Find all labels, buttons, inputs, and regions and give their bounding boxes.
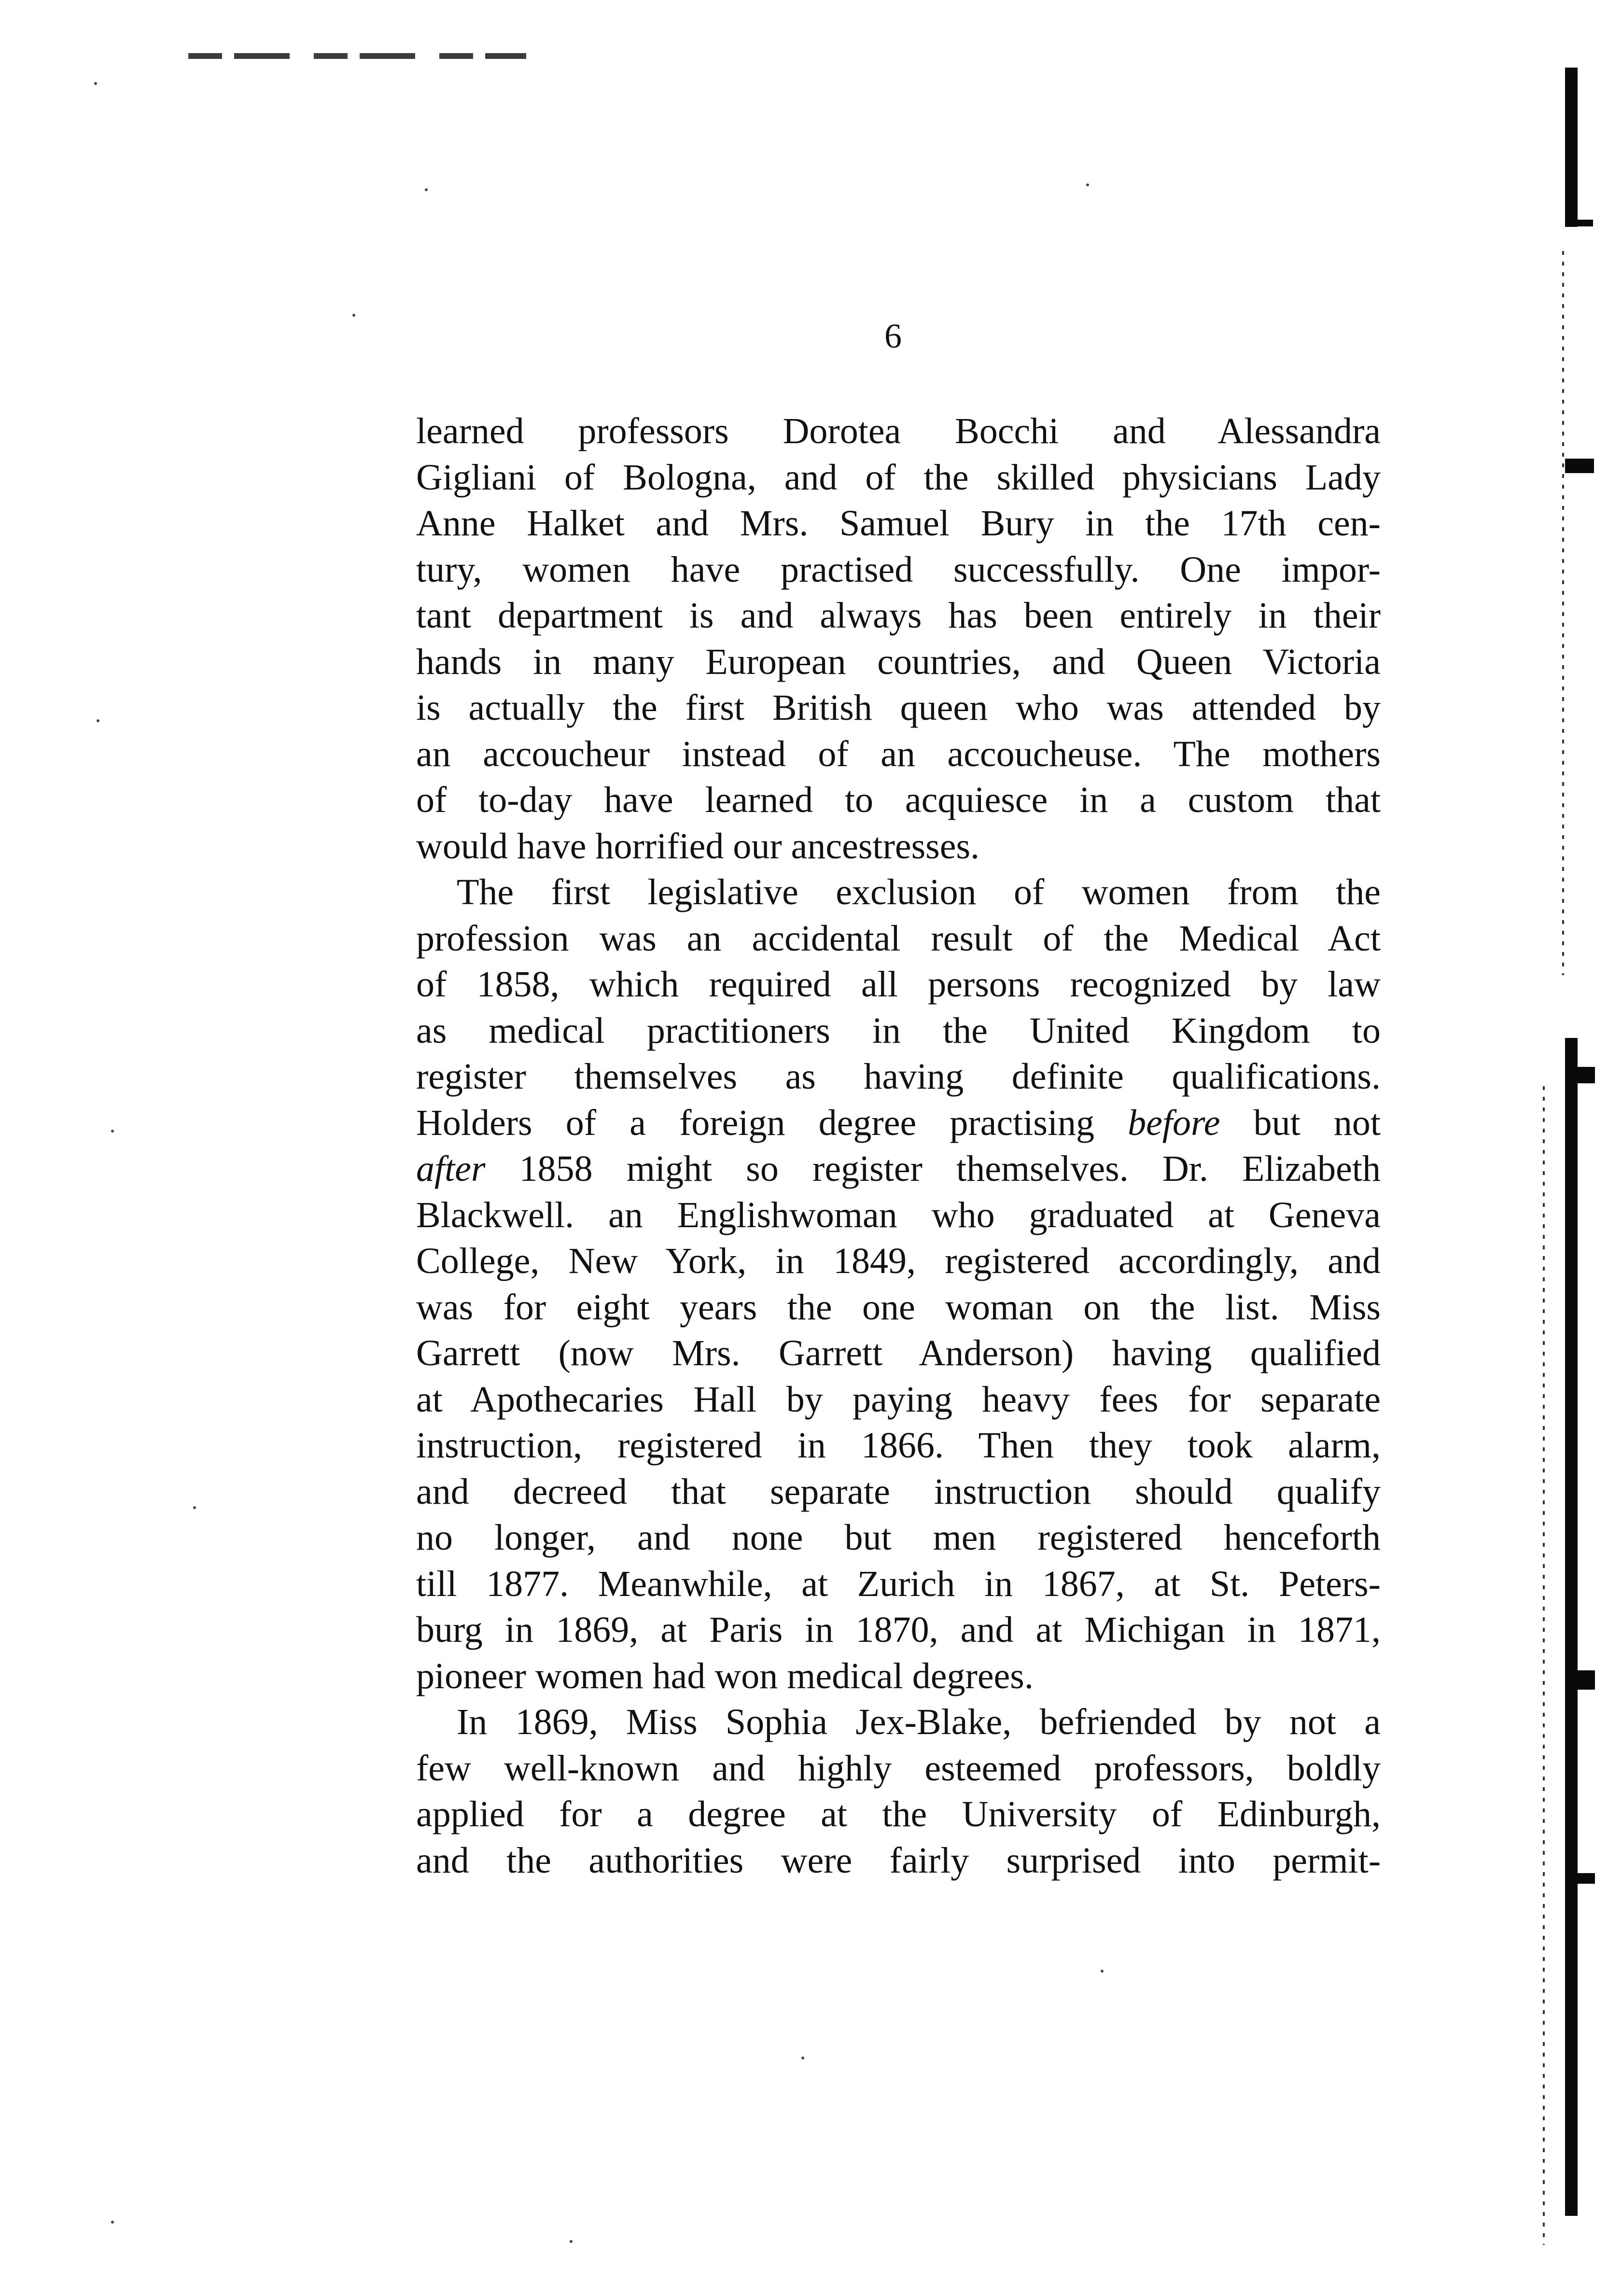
scan-edge-tick xyxy=(1565,1873,1595,1884)
text-line: register themselves as having definite qualifications. xyxy=(416,1056,1381,1097)
text-line: hands in many European countries, and Queen Victoria xyxy=(416,641,1381,682)
text-line: of to-day have learned to acquiesce in a custom that xyxy=(416,780,1381,820)
scan-speck xyxy=(801,2057,804,2059)
scan-edge-tick xyxy=(1565,459,1594,473)
text-line: instruction, registered in 1866. Then they took alarm, xyxy=(416,1425,1381,1466)
text-line: College, New York, in 1849, registered accordingly, and xyxy=(416,1241,1381,1281)
text-line: tury, women have practised successfully. One impor- xyxy=(416,549,1381,590)
text-line: Garrett (now Mrs. Garrett Anderson) having qualified xyxy=(416,1333,1381,1373)
scan-speck xyxy=(111,2221,114,2224)
scan-edge-bar xyxy=(1565,1038,1578,2216)
scan-edge-tick xyxy=(1565,1067,1595,1083)
text-line: applied for a degree at the University of Edinburgh, xyxy=(416,1794,1381,1834)
text-line: Blackwell. an Englishwoman who graduated at Geneva xyxy=(416,1194,1381,1235)
scan-speck xyxy=(111,1130,114,1133)
scan-speck xyxy=(97,719,99,722)
text-body xyxy=(416,408,1381,1884)
text-line-with-italic xyxy=(416,1146,1381,1192)
text-line: and the authorities were fairly surprised into permit- xyxy=(416,1840,1381,1881)
scan-speck xyxy=(1086,183,1089,186)
text-line: at Apothecaries Hall by paying heavy fees for separate xyxy=(416,1379,1381,1420)
scan-speck xyxy=(193,1506,196,1509)
text-line: of 1858, which required all persons recognized by law xyxy=(416,964,1381,1005)
text-line-with-italic xyxy=(416,1100,1381,1147)
scan-speck xyxy=(570,2240,573,2243)
text-line: tant department is and always has been entirely in their xyxy=(416,595,1381,636)
text-line: and decreed that separate instruction should qualify xyxy=(416,1471,1381,1512)
scan-speck xyxy=(352,314,355,317)
text-line: Gigliani of Bologna, and of the skilled physicians Lady xyxy=(416,457,1381,498)
text-line: learned professors Dorotea Bocchi and Alessandra xyxy=(416,411,1381,451)
scan-edge-bar xyxy=(1565,68,1578,227)
scan-speck xyxy=(94,82,97,85)
text-line: Anne Halket and Mrs. Samuel Bury in the 17th cen- xyxy=(416,503,1381,544)
scan-top-smudge xyxy=(188,53,526,59)
text-segment: 1858 might so register themselves. Dr. Elizabeth xyxy=(485,1148,1381,1189)
text-line: profession was an accidental result of the Medical Act xyxy=(416,918,1381,959)
text-line: burg in 1869, at Paris in 1870, and at Michigan in 1871, xyxy=(416,1610,1381,1650)
text-line: few well-known and highly esteemed professors, boldly xyxy=(416,1748,1381,1789)
paragraph-start-line: The first legislative exclusion of women from the xyxy=(457,872,1381,912)
italic-word-after: after xyxy=(416,1148,486,1189)
scan-edge-tick xyxy=(1565,1670,1595,1690)
text-line: was for eight years the one woman on the list. Miss xyxy=(416,1287,1381,1328)
text-line: an accoucheur instead of an accoucheuse. The mothers xyxy=(416,733,1381,774)
text-line: till 1877. Meanwhile, at Zurich in 1867, at St. Peters- xyxy=(416,1563,1381,1604)
text-line: would have horrified our ancestresses. xyxy=(416,826,980,867)
scan-speck xyxy=(425,188,428,191)
text-segment: Holders of a foreign degree practising xyxy=(416,1102,1095,1143)
text-line: pioneer women had won medical degrees. xyxy=(416,1655,1034,1696)
text-line: is actually the first British queen who was attended by xyxy=(416,687,1381,728)
italic-word-before: before xyxy=(1128,1102,1220,1143)
paragraph-start-line: In 1869, Miss Sophia Jex-Blake, befriended by not a xyxy=(457,1702,1381,1742)
scan-edge-tick xyxy=(1569,220,1593,226)
text-line: as medical practitioners in the United Kingdom to xyxy=(416,1010,1381,1051)
scan-dotted-edge xyxy=(1562,251,1564,975)
text-segment: but not xyxy=(1220,1102,1381,1143)
page-number: 6 xyxy=(884,317,902,355)
text-line: no longer, and none but men registered henceforth xyxy=(416,1517,1381,1558)
scan-dotted-edge xyxy=(1543,1086,1545,2245)
scan-speck xyxy=(1101,1970,1104,1973)
